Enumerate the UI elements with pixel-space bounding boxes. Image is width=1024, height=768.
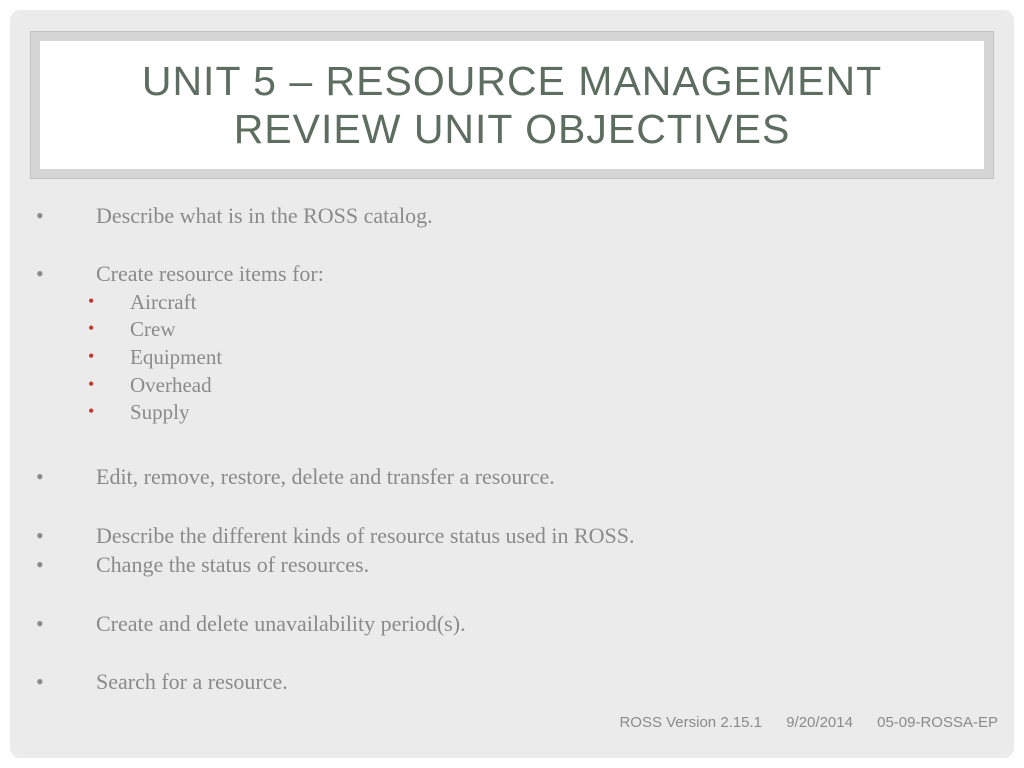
title-line-2: REVIEW UNIT OBJECTIVES (233, 106, 791, 152)
resource-item (88, 372, 212, 398)
objective-item (36, 669, 288, 695)
footer-date: 9/20/2014 (786, 714, 853, 731)
objective-item (36, 611, 466, 637)
objective-text: Search for a resource. (96, 669, 288, 694)
bullet-icon: • (36, 669, 44, 694)
resource-item-label: Equipment (130, 345, 223, 369)
sub-bullet-icon: • (88, 374, 95, 394)
resource-item-label: Supply (130, 400, 190, 424)
objective-text: Create resource items for: (96, 261, 324, 286)
sub-bullet-icon: • (88, 401, 95, 421)
bullet-icon: • (36, 611, 44, 636)
title-line-1: UNIT 5 – RESOURCE MANAGEMENT (141, 58, 883, 104)
objective-text: Edit, remove, restore, delete and transfer a resource. (96, 464, 555, 489)
resource-item-label: Overhead (130, 373, 212, 397)
resource-item (88, 344, 223, 370)
objective-item (36, 552, 370, 578)
footer-code: 05-09-ROSSA-EP (877, 714, 998, 731)
resource-item (88, 399, 190, 425)
objective-item (36, 261, 324, 287)
resource-item-label: Crew (130, 317, 176, 341)
objective-text: Create and delete unavailability period(s). (96, 611, 466, 636)
bullet-icon: • (36, 552, 44, 577)
resource-item (88, 289, 197, 315)
resource-item-label: Aircraft (130, 290, 197, 314)
objective-text: Change the status of resources. (96, 552, 370, 577)
objective-text: Describe the different kinds of resource status used in ROSS. (96, 523, 635, 548)
sub-bullet-icon: • (88, 318, 95, 338)
objective-text: Describe what is in the ROSS catalog. (96, 203, 433, 228)
bullet-icon: • (36, 261, 44, 286)
bullet-icon: • (36, 464, 44, 489)
sub-bullet-icon: • (88, 346, 95, 366)
sub-bullet-icon: • (88, 291, 95, 311)
resource-item (88, 316, 176, 342)
bullet-icon: • (36, 203, 44, 228)
slide-footer (599, 714, 998, 731)
objective-item (36, 523, 635, 549)
objective-item (36, 203, 433, 229)
footer-version: ROSS Version 2.15.1 (619, 714, 763, 731)
bullet-icon: • (36, 523, 44, 548)
objective-item (36, 464, 555, 490)
